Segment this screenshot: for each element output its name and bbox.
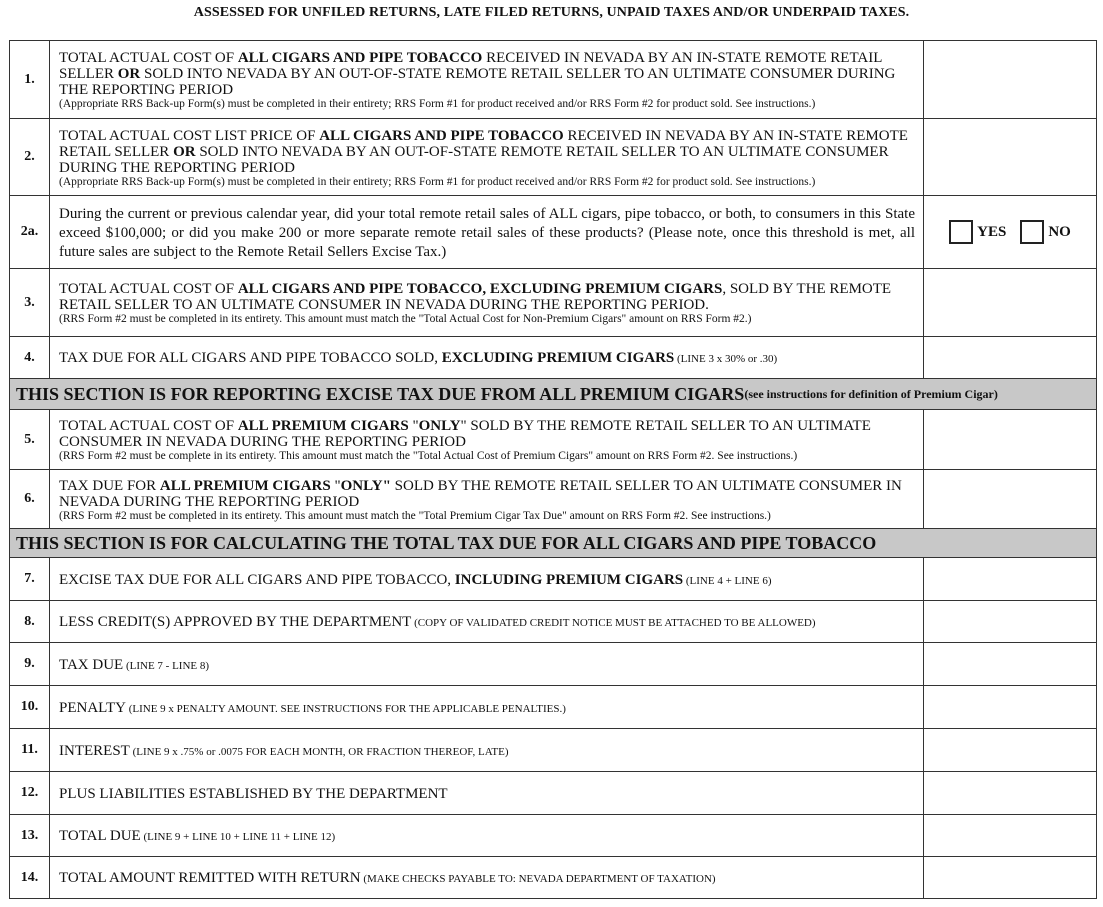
line-10-row xyxy=(10,686,1096,729)
desc-bold: ALL CIGARS AND PIPE TOBACCO xyxy=(319,127,564,144)
desc-text: TAX DUE FOR ALL CIGARS AND PIPE TOBACCO SOLD, xyxy=(59,350,442,366)
line-14-row xyxy=(10,857,1096,898)
desc-text: SOLD BY THE REMOTE RETAIL SELLER TO AN ULTIMATE CONSUMER IN NEVADA DURING THE REPORTING PERIOD xyxy=(59,477,902,510)
line-4-amount-field[interactable] xyxy=(924,337,1096,378)
line-10-description xyxy=(50,686,924,728)
desc-small: (LINE 3 x 30% or .30) xyxy=(674,353,778,365)
desc-text: LESS CREDIT(S) APPROVED BY THE DEPARTMENT xyxy=(59,614,412,630)
desc-text: EXCISE TAX DUE FOR ALL CIGARS AND PIPE TOBACCO, xyxy=(59,571,455,588)
line-13-row xyxy=(10,815,1096,857)
line-number: 11. xyxy=(10,729,50,771)
desc-small: (LINE 9 + LINE 10 + LINE 11 + LINE 12) xyxy=(140,831,336,843)
line-number: 7. xyxy=(10,558,50,600)
desc-text: TOTAL ACTUAL COST OF xyxy=(59,50,238,66)
line-9-amount-field[interactable] xyxy=(924,643,1096,685)
line-number: 9. xyxy=(10,643,50,685)
premium-cigars-section-header xyxy=(10,379,1096,410)
no-label: NO xyxy=(1048,223,1071,240)
desc-small: (LINE 9 x PENALTY AMOUNT. SEE INSTRUCTIONS FOR THE APPLICABLE PENALTIES.) xyxy=(125,702,566,715)
line-7-amount-field[interactable] xyxy=(924,558,1096,600)
desc-text: TOTAL AMOUNT REMITTED WITH RETURN xyxy=(59,870,361,886)
line-number: 2. xyxy=(10,119,50,195)
desc-text: TOTAL DUE xyxy=(59,828,141,844)
line-5-description xyxy=(50,410,924,469)
line-12-row xyxy=(10,772,1096,815)
desc-text: TAX DUE xyxy=(59,656,124,673)
line-11-description xyxy=(50,729,924,771)
line-14-description xyxy=(50,857,924,898)
line-note: (RRS Form #2 must be completed in its entirety. This amount must match the "Total Actual Cost for Non-Premium Cigars" amount on RRS Form #2.) xyxy=(59,313,752,325)
line-1-description xyxy=(50,41,924,118)
desc-bold: ONLY" xyxy=(340,477,391,494)
desc-bold: ALL CIGARS AND PIPE TOBACCO xyxy=(237,50,483,66)
desc-text: RECEIVED IN NEVADA BY AN IN-STATE REMOTE RETAIL SELLER xyxy=(59,127,908,160)
line-number: 1. xyxy=(10,41,50,118)
desc-text: PLUS LIABILITIES ESTABLISHED BY THE DEPARTMENT xyxy=(59,786,448,802)
line-12-description xyxy=(50,772,924,814)
line-8-row xyxy=(10,601,1096,643)
line-number: 2a. xyxy=(10,196,50,268)
tax-form-table xyxy=(9,40,1097,899)
desc-bold: ALL CIGARS AND PIPE TOBACCO, EXCLUDING PREMIUM CIGARS xyxy=(237,281,723,297)
desc-bold: ALL PREMIUM CIGARS xyxy=(159,477,331,494)
desc-small: (LINE 4 + LINE 6) xyxy=(683,574,772,587)
line-6-description xyxy=(50,470,924,528)
desc-text: " xyxy=(330,477,341,494)
desc-small: (LINE 7 - LINE 8) xyxy=(123,659,210,672)
line-7-row xyxy=(10,558,1096,601)
yes-no-cell xyxy=(924,196,1096,268)
line-note: (RRS Form #2 must be complete in its entirety. This amount must match the "Total Actual Cost of Premium Cigars" amount on RRS Form #2. See instructions.) xyxy=(59,450,798,462)
line-number: 13. xyxy=(10,815,50,856)
desc-text: INTEREST xyxy=(59,742,130,759)
line-5-row xyxy=(10,410,1096,470)
line-8-description xyxy=(50,601,924,642)
line-number: 10. xyxy=(10,686,50,728)
yes-checkbox[interactable] xyxy=(949,220,973,244)
line-1-row xyxy=(10,41,1096,119)
line-4-description xyxy=(50,337,924,378)
desc-text: SOLD INTO NEVADA BY AN OUT-OF-STATE REMOTE RETAIL SELLER TO AN ULTIMATE CONSUMER DURING THE REPORTING PERIOD xyxy=(59,143,889,176)
line-8-amount-field[interactable] xyxy=(924,601,1096,642)
desc-bold: OR xyxy=(173,143,196,160)
yes-label: YES xyxy=(977,223,1007,240)
desc-bold: INCLUDING PREMIUM CIGARS xyxy=(454,571,684,588)
desc-text: PENALTY xyxy=(59,699,126,716)
line-2a-row xyxy=(10,196,1096,269)
line-number: 6. xyxy=(10,470,50,528)
line-13-amount-field[interactable] xyxy=(924,815,1096,856)
line-13-description xyxy=(50,815,924,856)
line-number: 14. xyxy=(10,857,50,898)
desc-text: RECEIVED IN NEVADA BY AN IN-STATE REMOTE RETAIL SELLER xyxy=(59,50,882,82)
desc-text: TAX DUE FOR xyxy=(59,477,160,494)
desc-bold: OR xyxy=(117,66,141,82)
line-1-amount-field[interactable] xyxy=(924,41,1096,118)
line-note: (Appropriate RRS Back-up Form(s) must be completed in their entirety; RRS Form #1 for product received and/or RRS Form #2 for product sold. See instructions.) xyxy=(59,98,816,110)
desc-bold: ONLY xyxy=(418,418,461,434)
desc-text: " SOLD BY THE REMOTE RETAIL SELLER TO AN ULTIMATE CONSUMER IN NEVADA DURING THE REPORTING PERIOD xyxy=(59,418,871,450)
line-note: (RRS Form #2 must be completed in its entirety. This amount must match the "Total Premium Cigar Tax Due" amount on RRS Form #2. See instructions.) xyxy=(59,509,771,522)
desc-text: " xyxy=(408,418,419,434)
desc-bold: ALL PREMIUM CIGARS xyxy=(237,418,409,434)
line-10-amount-field[interactable] xyxy=(924,686,1096,728)
line-note: (Appropriate RRS Back-up Form(s) must be completed in their entirety; RRS Form #1 for product received and/or RRS Form #2 for product sold. See instructions.) xyxy=(59,175,816,188)
form-header: ASSESSED FOR UNFILED RETURNS, LATE FILED RETURNS, UNPAID TAXES AND/OR UNDERPAID TAXES. xyxy=(193,5,910,20)
line-12-amount-field[interactable] xyxy=(924,772,1096,814)
desc-text: TOTAL ACTUAL COST LIST PRICE OF xyxy=(59,127,320,144)
line-2-amount-field[interactable] xyxy=(924,119,1096,195)
desc-text: , SOLD BY THE REMOTE RETAIL SELLER TO AN ULTIMATE CONSUMER IN NEVADA DURING THE REPORTING PERIOD. xyxy=(59,281,892,313)
line-number: 8. xyxy=(10,601,50,642)
line-9-row xyxy=(10,643,1096,686)
line-2-description xyxy=(50,119,924,195)
line-number: 4. xyxy=(10,337,50,378)
line-7-description xyxy=(50,558,924,600)
line-5-amount-field[interactable] xyxy=(924,410,1096,469)
desc-small: (LINE 9 x .75% or .0075 FOR EACH MONTH, OR FRACTION THEREOF, LATE) xyxy=(129,745,509,758)
line-6-amount-field[interactable] xyxy=(924,470,1096,528)
line-2a-question: During the current or previous calendar year, did your total remote retail sales of ALL cigars, pipe tobacco, or both, to consumers in this State exceed $100,000; or did you make 200 or more separate remote retail sales of these products? (Please note, once this threshold is met, all future sales are subject to the Remote Retail Sellers Excise Tax.) xyxy=(50,196,924,268)
line-11-amount-field[interactable] xyxy=(924,729,1096,771)
line-3-amount-field[interactable] xyxy=(924,269,1096,336)
desc-text: TOTAL ACTUAL COST OF xyxy=(59,418,238,434)
no-checkbox[interactable] xyxy=(1020,220,1044,244)
line-number: 5. xyxy=(10,410,50,469)
line-4-row xyxy=(10,337,1096,379)
desc-text: TOTAL ACTUAL COST OF xyxy=(59,281,238,297)
line-2-row xyxy=(10,119,1096,196)
line-number: 3. xyxy=(10,269,50,336)
section-title: THIS SECTION IS FOR CALCULATING THE TOTAL TAX DUE FOR ALL CIGARS AND PIPE TOBACCO xyxy=(16,532,877,553)
line-11-row xyxy=(10,729,1096,772)
line-3-row xyxy=(10,269,1096,337)
total-tax-section-header xyxy=(10,529,1096,558)
desc-bold: EXCLUDING PREMIUM CIGARS xyxy=(441,350,675,366)
line-number: 12. xyxy=(10,772,50,814)
line-6-row xyxy=(10,470,1096,529)
line-3-description xyxy=(50,269,924,336)
section-note: (see instructions for definition of Premium Cigar) xyxy=(744,386,998,401)
desc-text: SOLD INTO NEVADA BY AN OUT-OF-STATE REMOTE RETAIL SELLER TO AN ULTIMATE CONSUMER DURING THE REPORTING PERIOD xyxy=(59,66,896,98)
line-9-description xyxy=(50,643,924,685)
desc-small: (MAKE CHECKS PAYABLE TO: NEVADA DEPARTMENT OF TAXATION) xyxy=(360,873,716,885)
section-title: THIS SECTION IS FOR REPORTING EXCISE TAX DUE FROM ALL PREMIUM CIGARS xyxy=(16,383,745,404)
line-14-amount-field[interactable] xyxy=(924,857,1096,898)
desc-small: (COPY OF VALIDATED CREDIT NOTICE MUST BE ATTACHED TO BE ALLOWED) xyxy=(411,617,816,629)
